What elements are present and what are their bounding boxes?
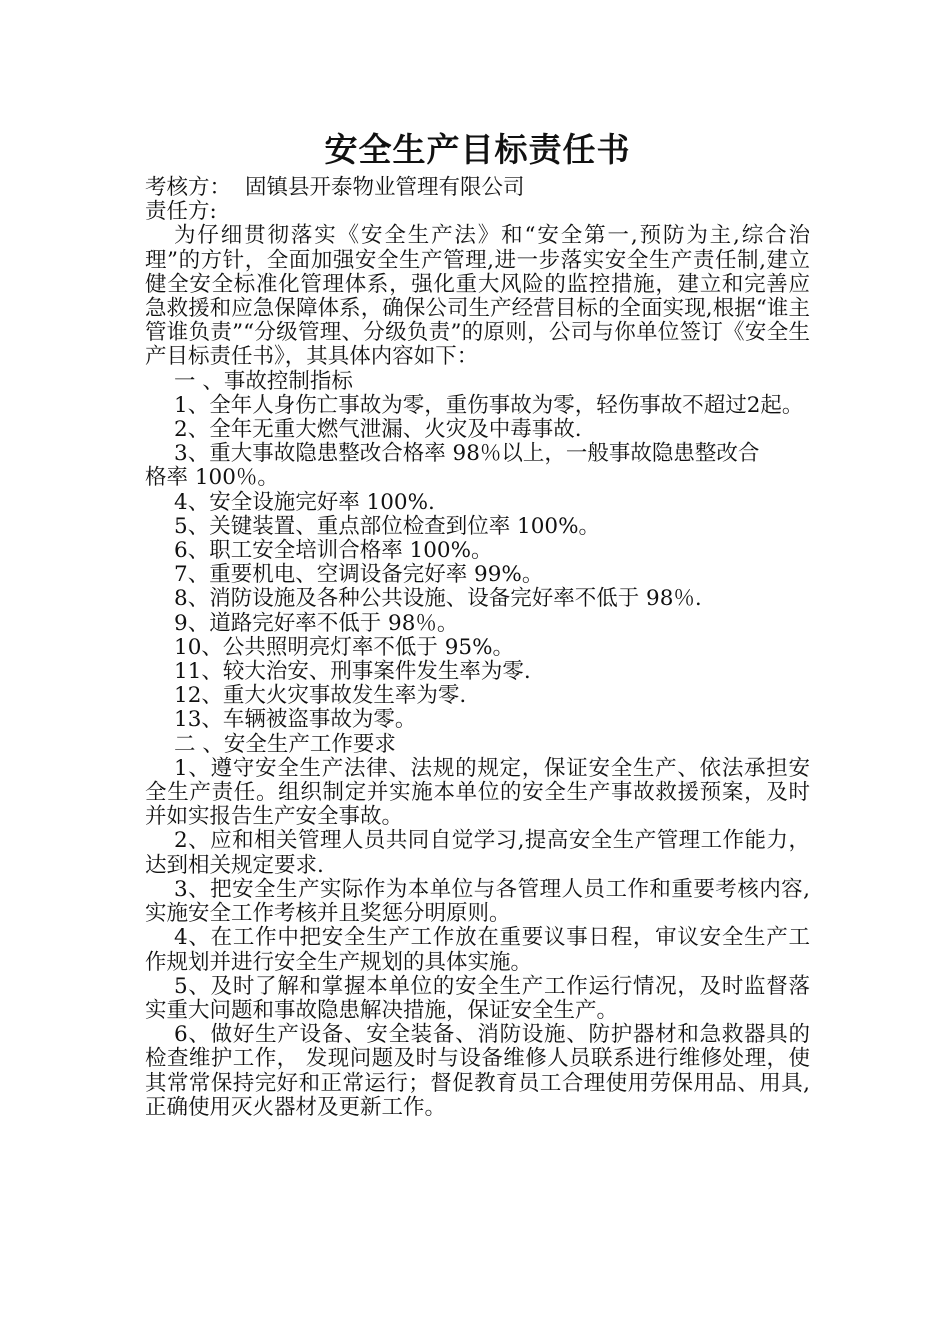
document-title: 安全生产目标责任书 (324, 130, 631, 169)
section1-item: 2、全年无重大燃气泄漏、火灾及中毒事故. (174, 417, 582, 443)
section1-item: 13、车辆被盗事故为零。 (174, 707, 417, 733)
section2-item: 5、及时了解和掌握本单位的安全生产工作运行情况，及时监督落实重大问题和事故隐患解决措施，保证安全生产。 (145, 973, 810, 1023)
section2-item: 1、遵守安全生产法律、法规的规定，保证安全生产、依法承担安全生产责任。组织制定并实施本单位的安全生产事故救援预案，及时并如实报告生产安全事故。 (145, 755, 810, 830)
assessor-value: 固镇县开泰物业管理有限公司 (245, 175, 525, 200)
section2-item: 2、应和相关管理人员共同自觉学习,提高安全生产管理工作能力，达到相关规定要求. (145, 828, 810, 878)
section1-item: 5、关键装置、重点部位检查到位率 100%。 (174, 513, 600, 539)
section1-item: 1、全年人身伤亡事故为零，重伤事故为零，轻伤事故不超过2起。 (174, 392, 804, 418)
section2-item: 4、在工作中把安全生产工作放在重要议事日程，审议安全生产工作规划并进行安全生产规划的具体实施。 (145, 925, 810, 975)
section1-item: 6、职工安全培训合格率 100%。 (174, 538, 493, 564)
assessor-label: 考核方： (145, 175, 232, 200)
section1-item: 12、重大火灾事故发生率为零. (174, 683, 467, 709)
section2-item: 3、把安全生产实际作为本单位与各管理人员工作和重要考核内容,实施安全工作考核并且奖惩分明原则。 (145, 876, 810, 927)
section2-heading: 二 、安全生产工作要求 (174, 731, 396, 757)
assessor-line (145, 176, 810, 200)
document-page (145, 128, 810, 1120)
responsible-label: 责任方: (145, 199, 217, 225)
section1-item-continuation: 格率 100％。 (145, 465, 279, 491)
section1-heading: 一 、事故控制指标 (174, 368, 353, 394)
intro-paragraph: 为仔细贯彻落实《安全生产法》和“安全第一,预防为主,综合治理”的方针，全面加强安全生产管理,进一步落实安全生产责任制,建立健全安全标准化管理体系，强化重大风险的监控措施，建立和完善应急救援和应急保障体系，确保公司生产经营目标的全面实现,根据“谁主管谁负责”“分级管理、分级负责”的原则，公司与你单位签订《安全生产目标责任书》，其具体内容如下： (145, 223, 810, 370)
section1-item: 8、消防设施及各种公共设施、设备完好率不低于 98％. (174, 586, 702, 612)
section1-item: 9、道路完好率不低于 98％。 (174, 610, 459, 636)
responsible-line (145, 200, 810, 224)
section1-item: 7、重要机电、空调设备完好率 99%。 (174, 562, 544, 588)
section1-item: 3、重大事故隐患整改合格率 98％以上，一般事故隐患整改合 (174, 441, 760, 467)
section2-item: 6、做好生产设备、安全装备、消防设施、防护器材和急救器具的检查维护工作， 发现问题及时与设备维修人员联系进行维修处理，使其常常保持完好和正常运行；督促教育员工合理使用劳保用品、用具,正确使用灭火器材及更新工作。 (145, 1022, 810, 1120)
section1-item: 4、安全设施完好率 100%. (174, 489, 435, 515)
section1-item: 10、公共照明亮灯率不低于 95%。 (174, 634, 514, 660)
section1-item: 11、较大治安、刑事案件发生率为零. (174, 659, 531, 685)
